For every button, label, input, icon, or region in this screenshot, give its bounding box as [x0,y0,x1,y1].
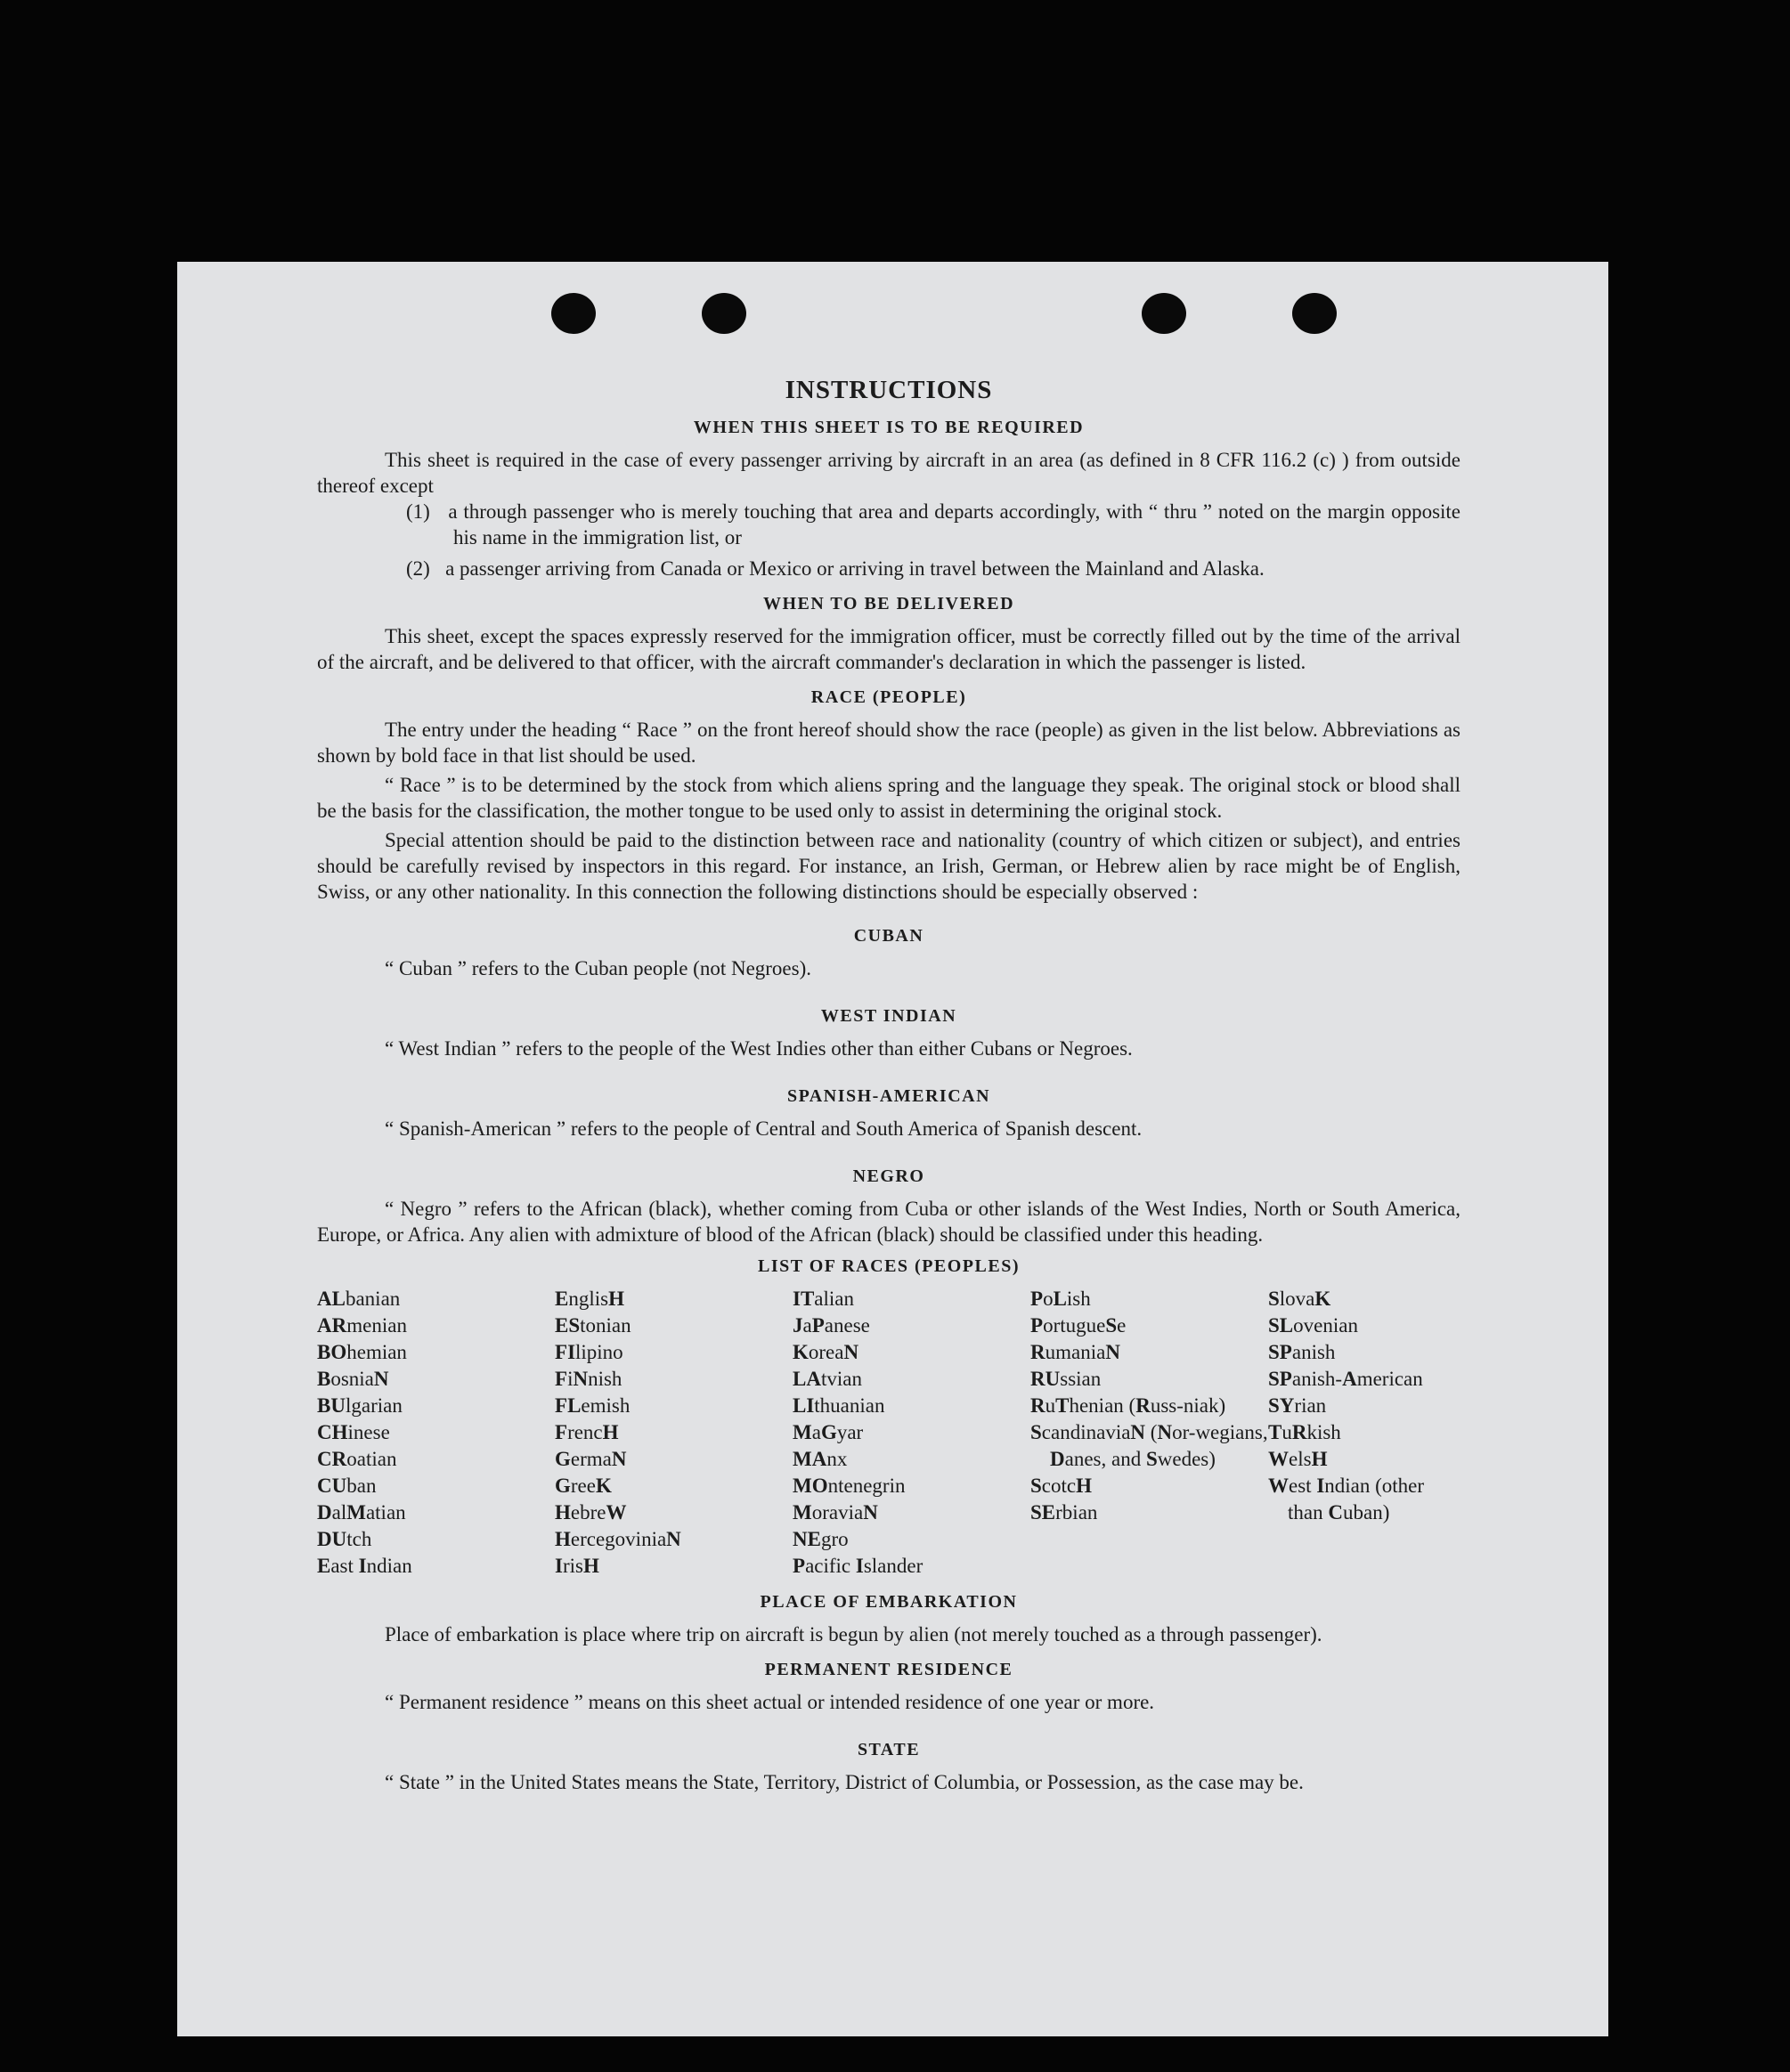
west-indian-text: “ West Indian ” refers to the people of the West Indies other than either Cubans or Negroes. [385,1037,1133,1060]
negro-text: “ Negro ” refers to the African (black), whether coming from Cuba or other islands of the West Indies, North or South America, Europe, or Africa. Any alien with admixture of blood of the African (black) should be classified under this heading. [317,1198,1460,1246]
race-item: Pacific Islander [793,1555,923,1577]
race-item: ARmenian [317,1314,407,1337]
race-item: FiNnish [555,1368,622,1390]
race-item: CRoatian [317,1448,397,1470]
state-text: “ State ” in the United States means the State, Territory, District of Columbia, or Possession, as the case may be. [385,1771,1304,1793]
race-item: ScotcH [1030,1475,1092,1497]
races-list [317,1286,1460,1580]
race-item: HercegoviniaN [555,1528,681,1550]
section-heading-west-indian: WEST INDIAN [820,1006,957,1026]
race-item: DalMatian [317,1501,406,1524]
embarkation-text: Place of embarkation is place where trip on aircraft is begun by alien (not merely touched as a through passenger). [385,1623,1322,1645]
race-item: ScandinaviaN (Nor-wegians, Danes, and Swedes) [1030,1421,1268,1470]
race-item: SErbian [1030,1501,1098,1524]
section-heading-embarkation: PLACE OF EMBARKATION [760,1592,1018,1612]
race-item: IrisH [555,1555,599,1577]
race-item: GermaN [555,1448,627,1470]
race-item: FrencH [555,1421,619,1443]
race-item: East Indian [317,1555,412,1577]
race-item: JaPanese [793,1314,870,1337]
section-heading-cuban: CUBAN [853,926,924,946]
race-item: NEgro [793,1528,849,1550]
section-heading-spanish-american: SPANISH-AMERICAN [786,1086,991,1106]
race-item: BUlgarian [317,1394,403,1417]
race-item: MOntenegrin [793,1475,906,1497]
races-column [793,1286,1030,1580]
instructions-content [317,376,1460,1795]
page-title: INSTRUCTIONS [785,376,993,404]
race-item: MaGyar [793,1421,864,1443]
race-item: FLemish [555,1394,631,1417]
races-column [317,1286,555,1580]
race-item: PortugueSe [1030,1314,1127,1337]
race-item: SPanish-American [1268,1368,1423,1390]
race-item: MAnx [793,1448,848,1470]
race-item: ALbanian [317,1288,401,1310]
item-text: a through passenger who is merely touching that area and departs accordingly, with “ thru ” noted on the margin opposite his name in the immigration list, or [448,500,1461,548]
delivered-text: This sheet, except the spaces expressly reserved for the immigration officer, must be correctly filled out by the time of the arrival of the aircraft, and be delivered to that officer, with the aircraft commander's declaration in which the passenger is listed. [317,625,1460,673]
section-heading-race: RACE (PEOPLE) [810,687,967,707]
spanish-american-text: “ Spanish-American ” refers to the people of Central and South America of Spanish descent. [385,1117,1143,1140]
race-item: BOhemian [317,1341,407,1363]
race-item: RumaniaN [1030,1341,1120,1363]
race-item: RUssian [1030,1368,1102,1390]
punch-hole [702,293,746,334]
race-paragraph-1: The entry under the heading “ Race ” on the front hereof should show the race (people) as given in the list below. Abbreviations as shown by bold face in that list should be used. [317,719,1460,767]
section-heading-delivered: WHEN TO BE DELIVERED [762,594,1015,613]
item-number: (2) [406,557,430,580]
race-item: EStonian [555,1314,631,1337]
race-item: HebreW [555,1501,627,1524]
race-item: SYrian [1268,1394,1327,1417]
section-heading-negro: NEGRO [852,1166,925,1186]
required-item-2 [406,556,1460,581]
section-heading-races-list: LIST OF RACES (PEOPLES) [757,1256,1020,1276]
cuban-text: “ Cuban ” refers to the Cuban people (not Negroes). [385,957,812,979]
punch-hole [1292,293,1337,334]
race-paragraph-2: “ Race ” is to be determined by the stock from which aliens spring and the language they speak. The original stock or blood shall be the basis for the classification, the mother tongue to be used only to assist in determining the original stock. [317,774,1460,822]
race-item: WelsH [1268,1448,1328,1470]
races-column [1268,1286,1460,1580]
race-item: LIthuanian [793,1394,885,1417]
race-item: ITalian [793,1288,854,1310]
section-heading-required: WHEN THIS SHEET IS TO BE REQUIRED [693,418,1085,437]
race-item: SPanish [1268,1341,1336,1363]
punch-hole [551,293,596,334]
races-column [555,1286,793,1580]
race-item: PoLish [1030,1288,1091,1310]
race-item: CHinese [317,1421,390,1443]
race-item: TuRkish [1268,1421,1341,1443]
section-heading-residence: PERMANENT RESIDENCE [764,1660,1013,1679]
race-item: FIlipino [555,1341,623,1363]
race-item: SlovaK [1268,1288,1331,1310]
residence-text: “ Permanent residence ” means on this sheet actual or intended residence of one year or more. [385,1691,1155,1713]
race-item: KoreaN [793,1341,859,1363]
race-item: MoraviaN [793,1501,878,1524]
document-sheet [177,262,1608,2036]
item-text: a passenger arriving from Canada or Mexico or arriving in travel between the Mainland and Alaska. [445,557,1265,580]
punch-hole [1142,293,1186,334]
races-column [1030,1286,1268,1580]
race-item: DUtch [317,1528,372,1550]
race-item: CUban [317,1475,377,1497]
race-item: LAtvian [793,1368,862,1390]
race-item: RuThenian (Russ-niak) [1030,1394,1226,1417]
race-paragraph-3: Special attention should be paid to the distinction between race and nationality (country of which citizen or subject), and entries should be carefully revised by inspectors in this regard. For instance, an Irish, German, or Hebrew alien by race might be of English, Swiss, or any other nationality. In this connection the following distinctions should be especially observed : [317,829,1460,903]
required-intro: This sheet is required in the case of every passenger arriving by aircraft in an area (as defined in 8 CFR 116.2 (c) ) from outside thereof except [317,449,1460,497]
race-item: BosniaN [317,1368,389,1390]
item-number: (1) [406,500,430,523]
race-item: SLovenian [1268,1314,1358,1337]
race-item: West Indian (other than Cuban) [1268,1475,1425,1524]
required-item-1 [406,499,1461,550]
section-heading-state: STATE [857,1740,921,1759]
race-item: EnglisH [555,1288,624,1310]
race-item: GreeK [555,1475,612,1497]
